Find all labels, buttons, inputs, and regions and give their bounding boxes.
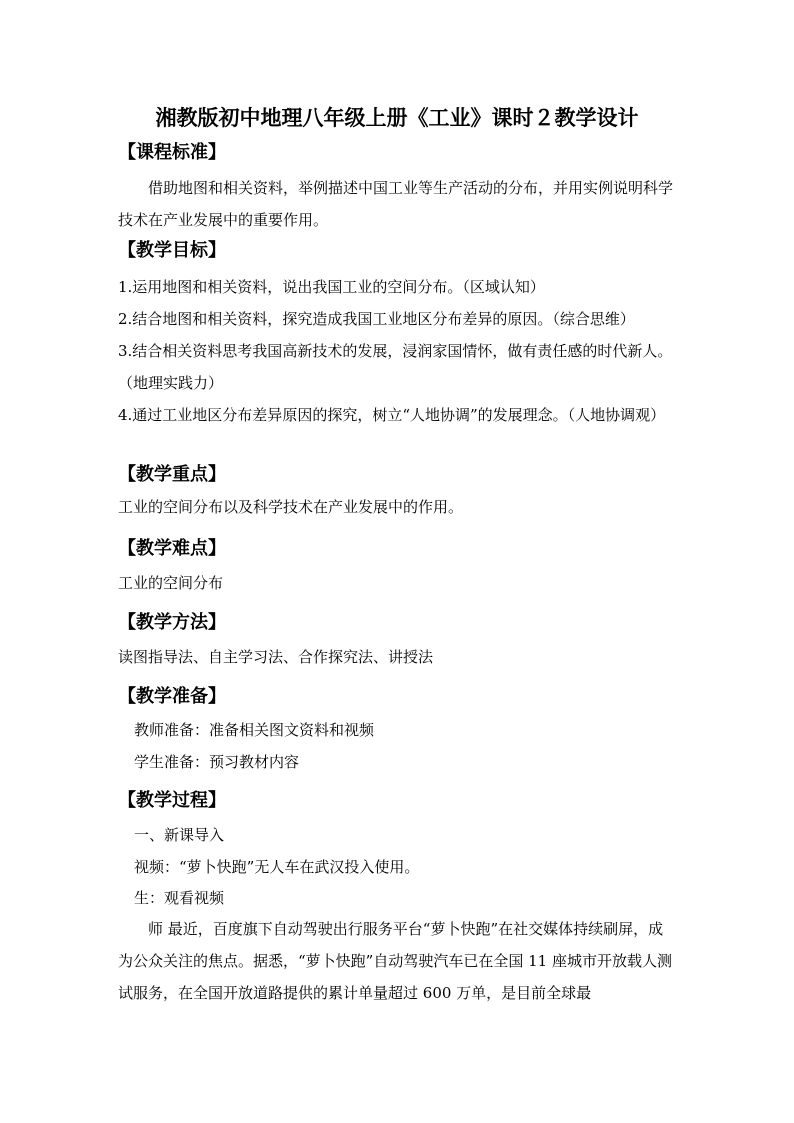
goal-item-4: 4.通过工业地区分布差异原因的探究，树立“人地协调”的发展理念。（人地协调观）: [118, 406, 666, 424]
student-preparation: 学生准备：预习教材内容: [134, 753, 300, 771]
teacher-preparation: 教师准备：准备相关图文资料和视频: [134, 721, 375, 739]
section-heading-process: 【教学过程】: [118, 790, 226, 811]
process-line-video: 视频：“萝卜快跑”无人车在武汉投入使用。: [134, 858, 420, 876]
key-points-paragraph: 工业的空间分布以及科学技术在产业发展中的作用。: [118, 498, 464, 516]
methods-paragraph: 读图指导法、自主学习法、合作探究法、讲授法: [118, 648, 434, 666]
standard-paragraph: 借助地图和相关资料，举例描述中国工业等生产活动的分布，并用实例说明科学技术在产业发展中的重要作用。: [118, 179, 674, 229]
section-heading-standard: 【课程标准】: [118, 142, 226, 163]
goal-item-2: 2.结合地图和相关资料，探究造成我国工业地区分布差异的原因。（综合思维）: [118, 310, 635, 328]
section-heading-difficulties: 【教学难点】: [118, 538, 226, 559]
process-line-intro: 一、新课导入: [134, 826, 225, 844]
difficulties-paragraph: 工业的空间分布: [118, 574, 224, 592]
goal-item-3: 3.结合相关资料思考我国高新技术的发展，浸润家国情怀，做有责任感的时代新人。（地理实践力）: [118, 342, 673, 392]
goal-item-1: 1.运用地图和相关资料，说出我国工业的空间分布。（区域认知）: [118, 278, 545, 296]
section-heading-key-points: 【教学重点】: [118, 464, 226, 485]
section-heading-goals: 【教学目标】: [118, 240, 226, 261]
section-heading-preparation: 【教学准备】: [118, 686, 226, 707]
section-heading-methods: 【教学方法】: [118, 612, 226, 633]
document-title: 湘教版初中地理八年级上册《工业》课时２教学设计: [155, 105, 639, 130]
process-teacher-paragraph: 师 最近，百度旗下自动驾驶出行服务平台“萝卜快跑”在社交媒体持续刷屏，成为公众关注的焦点。据悉，“萝卜快跑”自动驾驶汽车已在全国 11 座城市开放载人测试服务，在全国开放道路提供的累计单量超过 600 万单，是目前全球最: [118, 920, 672, 1002]
process-line-student: 生：观看视频: [134, 889, 225, 907]
